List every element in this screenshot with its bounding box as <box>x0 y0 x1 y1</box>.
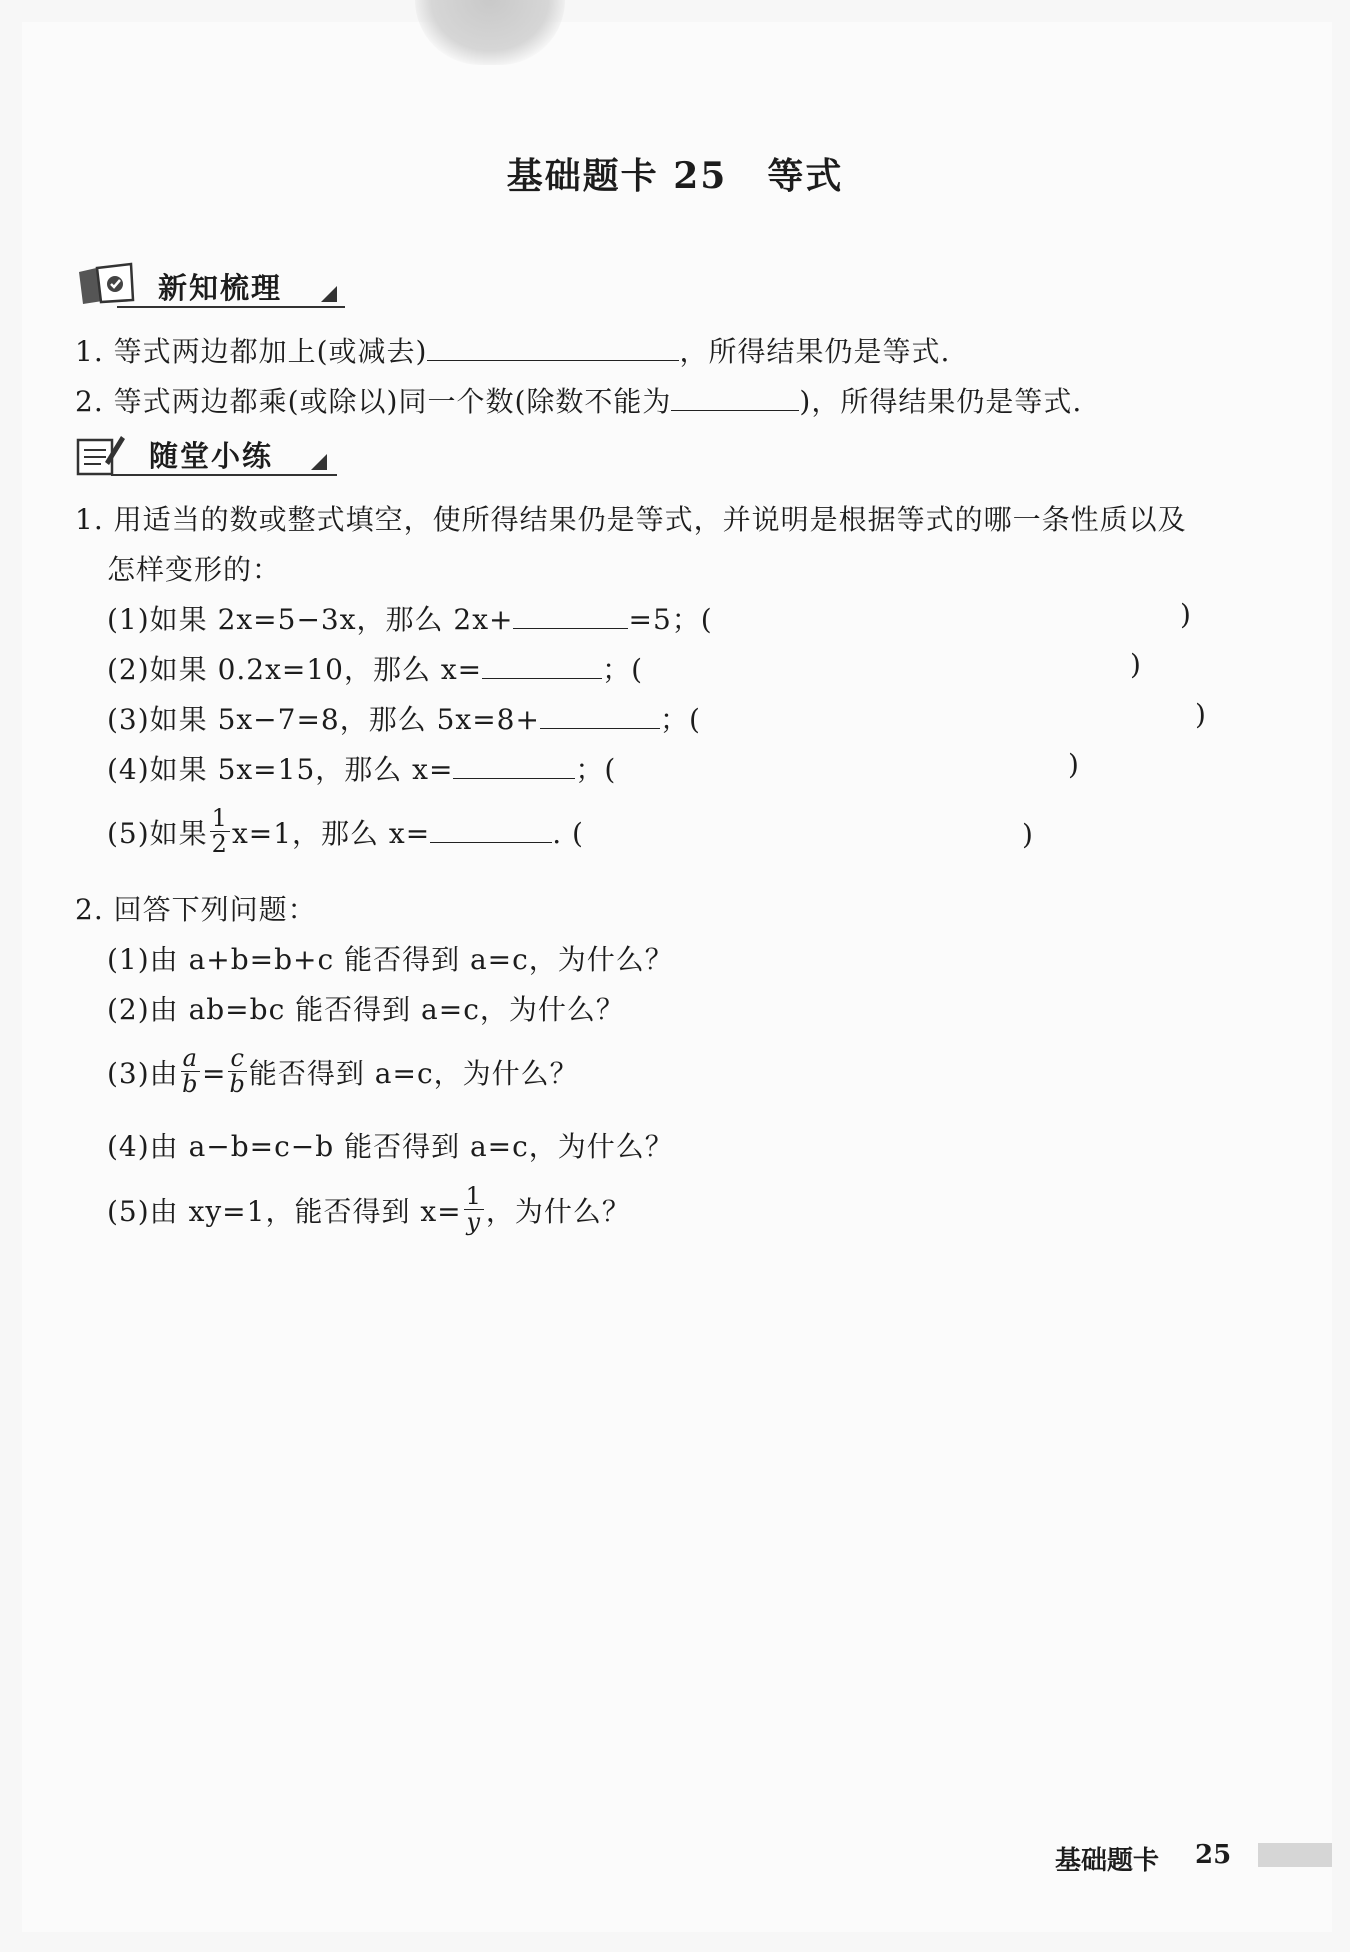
question-1-part-5: (5)如果 $\frac{1}{2}$ x=1，那么 x= . ( <box>107 804 584 859</box>
title-main: 基础题卡 25 <box>506 155 728 197</box>
answer-blank[interactable] <box>540 702 660 729</box>
section-practice-title: 随堂小练 <box>149 439 274 473</box>
knowledge-item-1: 1. 等式两边都加上(或减去) ，所得结果仍是等式. <box>75 335 951 368</box>
fraction-c-over-b: $\frac{c}{b}$ <box>229 1044 246 1099</box>
notebook-pen-icon <box>75 432 127 478</box>
page-title <box>0 148 1350 199</box>
question-2-part-1: (1)由 a+b=b+c 能否得到 a=c，为什么？ <box>107 943 674 976</box>
question-2-heading: 2. 回答下列问题： <box>75 893 317 926</box>
answer-blank[interactable] <box>513 602 628 629</box>
reason-close-paren: ) <box>1180 598 1191 631</box>
answer-blank[interactable] <box>482 652 602 679</box>
section-practice-header <box>75 432 337 480</box>
question-2-part-5: (5)由 xy=1，能否得到 x= $\frac{1}{y}$ ，为什么？ <box>107 1182 631 1237</box>
question-2-part-2: (2)由 ab=bc 能否得到 a=c，为什么？ <box>107 993 625 1026</box>
title-topic: 等式 <box>767 155 844 197</box>
question-1-part-1: (1)如果 2x=5−3x，那么 2x+ =5；( <box>107 603 713 636</box>
question-1-line-2: 怎样变形的： <box>107 553 282 586</box>
answer-blank[interactable] <box>453 752 575 779</box>
question-1-part-3: (3)如果 5x−7=8，那么 5x=8+ ；( <box>107 703 701 736</box>
fraction-a-over-b: $\frac{a}{b}$ <box>182 1044 199 1099</box>
reason-close-paren: ) <box>1022 818 1033 851</box>
question-1-part-2: (2)如果 0.2x=10，那么 x= ；( <box>107 653 644 686</box>
page-number: 25 <box>1195 1840 1232 1870</box>
question-2-part-4: (4)由 a−b=c−b 能否得到 a=c，为什么？ <box>107 1130 674 1163</box>
answer-blank[interactable] <box>430 816 552 843</box>
book-icon <box>75 262 137 306</box>
section-new-knowledge-header <box>75 262 345 310</box>
answer-blank[interactable] <box>427 334 679 361</box>
reason-close-paren: ) <box>1130 648 1141 681</box>
footer-decor-bar <box>1258 1843 1332 1867</box>
reason-close-paren: ) <box>1068 748 1079 781</box>
question-2-part-3: (3)由 $\frac{a}{b}$ = $\frac{c}{b}$ 能否得到 a=c，为什么？ <box>107 1044 579 1099</box>
header-corner-triangle <box>311 454 327 470</box>
question-1-part-4: (4)如果 5x=15，那么 x= ；( <box>107 753 617 786</box>
fraction-one-over-y: $\frac{1}{y}$ <box>465 1182 482 1237</box>
knowledge-item-2: 2. 等式两边都乘(或除以)同一个数(除数不能为 )，所得结果仍是等式. <box>75 385 1083 418</box>
header-underline <box>117 306 345 308</box>
header-corner-triangle <box>321 286 337 302</box>
question-1-line-1: 1. 用适当的数或整式填空，使所得结果仍是等式，并说明是根据等式的哪一条性质以及 <box>75 503 1187 536</box>
reason-close-paren: ) <box>1195 698 1206 731</box>
answer-blank[interactable] <box>671 384 799 411</box>
section-new-knowledge-title: 新知梳理 <box>158 271 283 305</box>
footer-label: 基础题卡 <box>1055 1846 1160 1876</box>
fraction-one-half: $\frac{1}{2}$ <box>211 804 228 859</box>
header-underline <box>111 474 337 476</box>
